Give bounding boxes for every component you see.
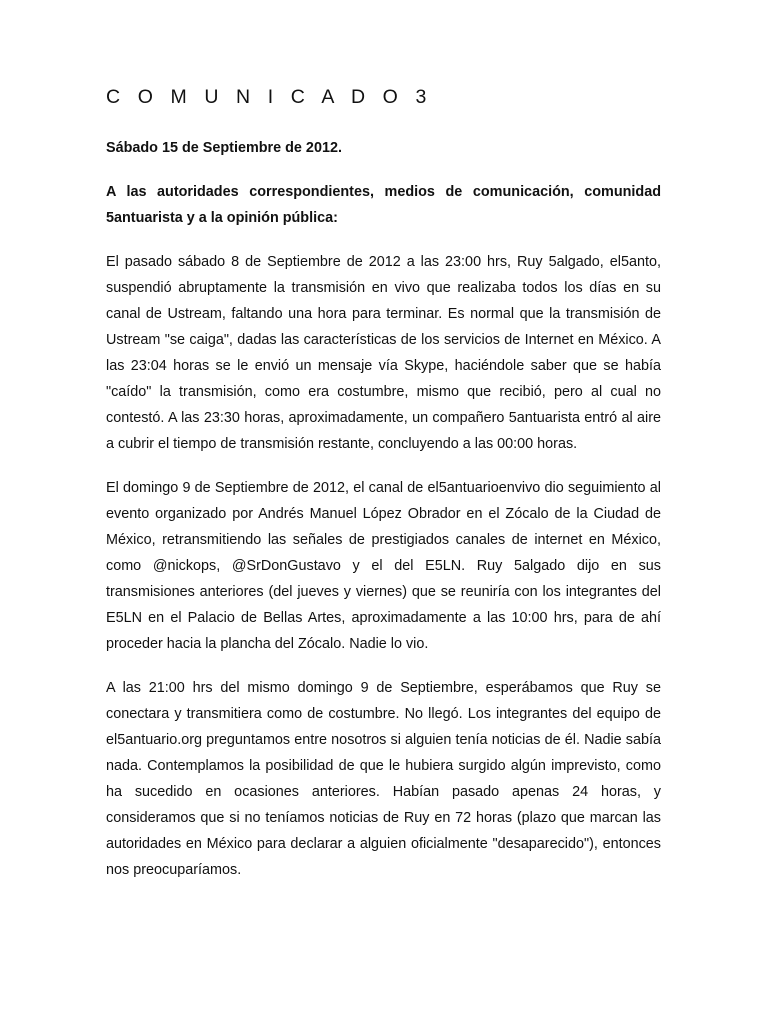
paragraph-2: El domingo 9 de Septiembre de 2012, el canal de el5antuarioenvivo dio seguimiento al evento organizado por Andrés Manuel López Obrador en el Zócalo de la Ciudad de México, retransmitiendo las señales de prestigiados canales de internet en México, como @nickops, @SrDonGustavo y el del E5LN. Ruy 5algado dijo en sus transmisiones anteriores (del jueves y viernes) que se reuniría con los integrantes del E5LN en el Palacio de Bellas Artes, aproximadamente a las 10:00 hrs, para de ahí proceder hacia la plancha del Zócalo. Nadie lo vio. (106, 480, 661, 652)
document-page (106, 86, 661, 901)
document-date: Sábado 15 de Septiembre de 2012. (106, 140, 342, 156)
document-title: C O M U N I C A D O 3 (106, 86, 433, 108)
paragraph-3: A las 21:00 hrs del mismo domingo 9 de Septiembre, esperábamos que Ruy se conectara y transmitiera como de costumbre. No llegó. Los integrantes del equipo de el5antuario.org preguntamos entre nosotros si alguien tenía noticias de él. Nadie sabía nada. Contemplamos la posibilidad de que le hubiera surgido algún imprevisto, como ha sucedido en ocasiones anteriores. Habían pasado apenas 24 horas, y consideramos que si no teníamos noticias de Ruy en 72 horas (plazo que marcan las autoridades en México para declarar a alguien oficialmente "desaparecido"), entonces nos preocuparíamos. (106, 680, 661, 878)
document-addressee: A las autoridades correspondientes, medios de comunicación, comunidad 5antuarista y a la opinión pública: (106, 184, 661, 226)
paragraph-1: El pasado sábado 8 de Septiembre de 2012 a las 23:00 hrs, Ruy 5algado, el5anto, suspendió abruptamente la transmisión en vivo que realizaba todos los días en su canal de Ustream, faltando una hora para terminar. Es normal que la transmisión de Ustream "se caiga", dadas las características de los servicios de Internet en México. A las 23:04 horas se le envió un mensaje vía Skype, haciéndole saber que se había "caído" la transmisión, como era costumbre, mismo que recibió, pero al cual no contestó. A las 23:30 horas, aproximadamente, un compañero 5antuarista entró al aire a cubrir el tiempo de transmisión restante, concluyendo a las 00:00 horas. (106, 254, 661, 452)
